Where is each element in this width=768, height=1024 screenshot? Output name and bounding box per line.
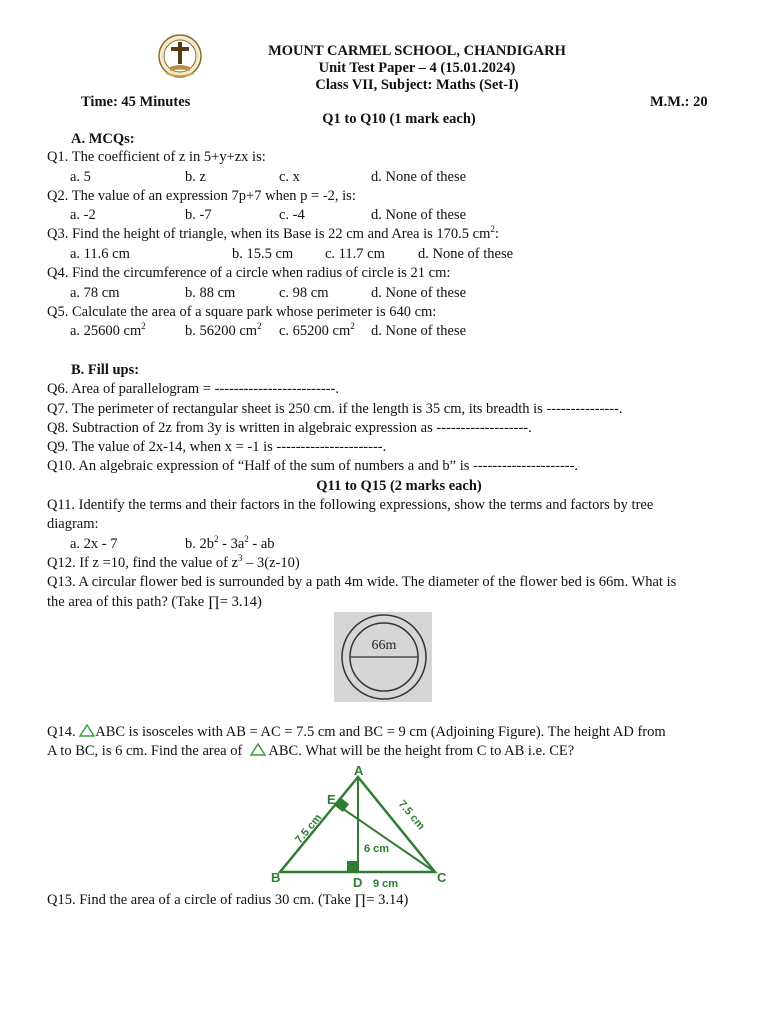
q11-b-pre: b. 2b	[185, 536, 214, 552]
class-subject: Class VII, Subject: Maths (Set-I)	[315, 77, 519, 93]
q5-option-c-text: c. 65200 cm	[279, 323, 351, 339]
max-marks: M.M.: 20	[650, 94, 708, 110]
q2-text: Q2. The value of an expression 7p+7 when p = -2, is:	[47, 188, 356, 204]
q2-option-c: c. -4	[279, 207, 305, 223]
q11-b-sup1: 2	[214, 534, 219, 544]
section-a-heading: A. MCQs:	[71, 131, 135, 147]
q5-option-b-text: b. 56200 cm	[185, 323, 258, 339]
q4-option-a: a. 78 cm	[70, 285, 120, 301]
label-ab-length: 7.5 cm	[293, 811, 325, 846]
q14-line2-post: ABC. What will be the height from C to AB i.e. CE?	[268, 743, 575, 759]
q5-option-c	[279, 323, 355, 340]
q5-option-b-sup: 2	[257, 321, 262, 331]
triangle-icon	[79, 724, 95, 737]
diameter-label: 66m	[371, 638, 397, 653]
q9-text: Q9. The value of 2x-14, when x = -1 is ----------------------.	[47, 439, 387, 455]
q14-line1	[47, 724, 666, 741]
q11-b-end: - ab	[248, 536, 275, 552]
label-b: B	[271, 870, 281, 885]
q5-option-b	[185, 323, 262, 340]
q10-text: Q10. An algebraic expression of “Half of the sum of numbers a and b” is ---------------------.	[47, 458, 579, 474]
q3-text	[47, 226, 499, 243]
test-title: Unit Test Paper – 4 (15.01.2024)	[318, 60, 516, 76]
q5-text: Q5. Calculate the area of a square park whose perimeter is 640 cm:	[47, 304, 437, 320]
time-label: Time: 45 Minutes	[81, 94, 191, 110]
q5-option-a	[70, 323, 146, 340]
q2-option-b: b. -7	[185, 207, 212, 223]
q2-option-a: a. -2	[70, 207, 96, 223]
triangle-icon	[250, 743, 266, 756]
q4-option-c: c. 98 cm	[279, 285, 329, 301]
q15-text: Q15. Find the area of a circle of radius 30 cm. (Take ∏= 3.14)	[47, 892, 409, 908]
q12-sup: 3	[237, 553, 243, 563]
q3-option-b: b. 15.5 cm	[232, 246, 294, 262]
right-angle-e	[335, 798, 349, 812]
label-e: E	[327, 792, 336, 807]
label-ac-length: 7.5 cm	[395, 798, 427, 833]
q1-option-d: d. None of these	[371, 169, 467, 185]
school-name: MOUNT CARMEL SCHOOL, CHANDIGARH	[268, 43, 566, 59]
q14-pre: Q14.	[47, 724, 76, 740]
section-marks-1: Q1 to Q10 (1 mark each)	[322, 111, 476, 127]
q11-line2: diagram:	[47, 516, 99, 532]
isosceles-triangle-figure	[270, 764, 450, 892]
q8-text: Q8. Subtraction of 2z from 3y is written in algebraic expression as -------------------.	[47, 420, 532, 436]
flower-bed-figure	[334, 612, 432, 702]
q1-option-b: b. z	[185, 169, 206, 185]
q11-option-a: a. 2x - 7	[70, 536, 118, 552]
q3-text-end: :	[494, 226, 499, 242]
label-c: C	[437, 870, 447, 885]
q11-b-mid: - 3a	[218, 536, 245, 552]
q5-option-a-text: a. 25600 cm	[70, 323, 142, 339]
section-b-heading: B. Fill ups:	[71, 362, 140, 378]
q5-option-c-sup: 2	[350, 321, 355, 331]
label-bc-length: 9 cm	[373, 878, 399, 890]
q12-text	[47, 555, 300, 572]
label-ad-length: 6 cm	[364, 843, 390, 855]
q3-option-a: a. 11.6 cm	[70, 246, 130, 262]
q1-text: Q1. The coefficient of z in 5+y+zx is:	[47, 149, 266, 165]
q4-text: Q4. Find the circumference of a circle when radius of circle is 21 cm:	[47, 265, 451, 281]
q2-option-d: d. None of these	[371, 207, 467, 223]
q11-b-sup2: 2	[244, 534, 249, 544]
q11-option-b	[185, 536, 275, 553]
q11-line1: Q11. Identify the terms and their factors in the following expressions, show the terms and factors by tree	[47, 497, 654, 513]
q7-text: Q7. The perimeter of rectangular sheet is 250 cm. if the length is 35 cm, its breadth is ---------------.	[47, 401, 623, 417]
q4-option-d: d. None of these	[371, 285, 467, 301]
q3-option-d: d. None of these	[418, 246, 514, 262]
q14-line2	[47, 743, 574, 760]
q13-line2: the area of this path? (Take ∏= 3.14)	[47, 594, 262, 610]
q14-line2-pre: A to BC, is 6 cm. Find the area of	[47, 743, 243, 759]
q3-option-c: c. 11.7 cm	[325, 246, 385, 262]
q4-option-b: b. 88 cm	[185, 285, 236, 301]
q12-post: – 3(z-10)	[242, 555, 300, 571]
q1-option-c: c. x	[279, 169, 300, 185]
right-angle-d	[347, 861, 358, 872]
q1-option-a: a. 5	[70, 169, 91, 185]
q3-text-main: Q3. Find the height of triangle, when its Base is 22 cm and Area is 170.5 cm	[47, 226, 491, 242]
q12-pre: Q12. If z =10, find the value of z	[47, 555, 238, 571]
label-d: D	[353, 875, 363, 890]
label-a: A	[354, 764, 364, 778]
q3-superscript: 2	[490, 224, 495, 234]
q14-line1-text: ABC is isosceles with AB = AC = 7.5 cm and BC = 9 cm (Adjoining Figure). The height AD from	[95, 724, 666, 740]
q5-option-d: d. None of these	[371, 323, 467, 339]
q13-line1: Q13. A circular flower bed is surrounded by a path 4m wide. The diameter of the flower bed is 66m. What is	[47, 574, 677, 590]
q6-text: Q6. Area of parallelogram = -------------------------.	[47, 381, 339, 397]
section-marks-2: Q11 to Q15 (2 marks each)	[316, 478, 482, 494]
q5-option-a-sup: 2	[141, 321, 146, 331]
